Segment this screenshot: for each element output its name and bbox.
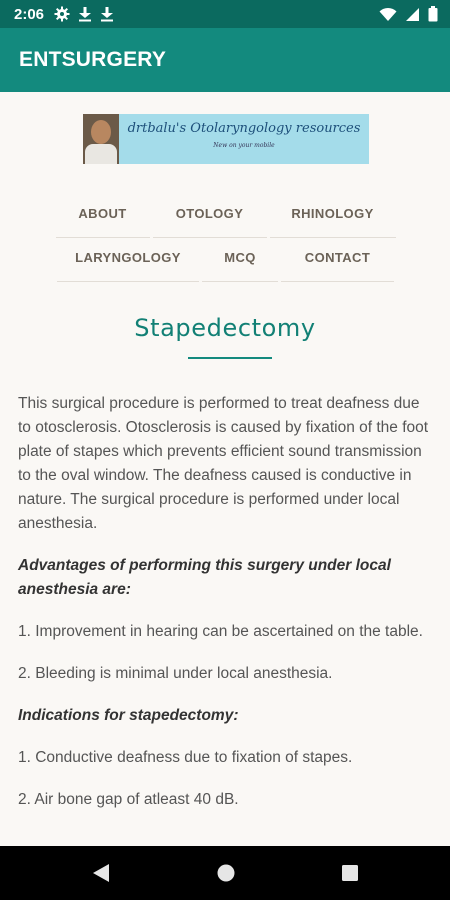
status-icons-left: [54, 6, 114, 22]
app-title: ENTSURGERY: [19, 48, 167, 71]
author-photo: [83, 114, 119, 164]
web-content[interactable]: [0, 92, 450, 846]
nav-item-about[interactable]: ABOUT: [56, 194, 150, 238]
nav-row-1: [53, 194, 398, 238]
nav-row-2: [53, 238, 398, 282]
download-icon: [100, 6, 114, 22]
list-item: 1. Improvement in hearing can be ascertained on the table.: [18, 623, 423, 640]
nav-item-laryngology[interactable]: LARYNGOLOGY: [57, 238, 199, 282]
banner-title: drtbalu's Otolaryngology resources: [127, 121, 361, 136]
download-icon: [78, 6, 92, 22]
nav-item-contact[interactable]: CONTACT: [281, 238, 394, 282]
article-body: [18, 392, 432, 830]
nav-item-rhinology[interactable]: RHINOLOGY: [270, 194, 396, 238]
section-heading-indications: Indications for stapedectomy:: [18, 707, 239, 724]
status-time: 2:06: [14, 5, 45, 23]
title-underline: [188, 357, 272, 359]
nav-item-mcq[interactable]: MCQ: [202, 238, 278, 282]
status-icons-right: [379, 6, 438, 22]
list-item: 2. Air bone gap of atleast 40 dB.: [18, 791, 239, 808]
section-heading-advantages: Advantages of performing this surgery under local anesthesia are:: [18, 557, 391, 598]
app-bar: [0, 28, 450, 92]
site-banner[interactable]: [83, 114, 369, 164]
system-nav-bar: [0, 846, 450, 900]
battery-icon: [428, 6, 438, 22]
site-nav: [53, 194, 398, 282]
home-icon[interactable]: [216, 862, 236, 884]
wifi-icon: [379, 7, 397, 22]
banner-subtitle: New on your mobile: [213, 142, 275, 149]
article-paragraph: This surgical procedure is performed to treat deafness due to otosclerosis. Otosclerosis is caused by fixation of the foot plate of stapes which prevents efficient sound transmission to the oval window. The deafness caused is conductive in nature. The surgical procedure is performed under local anesthesia.: [18, 395, 429, 532]
recents-icon[interactable]: [340, 862, 360, 884]
page-title: Stapedectomy: [134, 314, 316, 342]
nav-item-otology[interactable]: OTOLOGY: [153, 194, 267, 238]
list-item: 2. Bleeding is minimal under local anesthesia.: [18, 665, 333, 682]
signal-icon: [405, 7, 420, 22]
gear-icon: [54, 6, 70, 22]
back-icon[interactable]: [91, 862, 111, 884]
list-item: 1. Conductive deafness due to fixation of stapes.: [18, 749, 353, 766]
status-bar: [0, 0, 450, 28]
